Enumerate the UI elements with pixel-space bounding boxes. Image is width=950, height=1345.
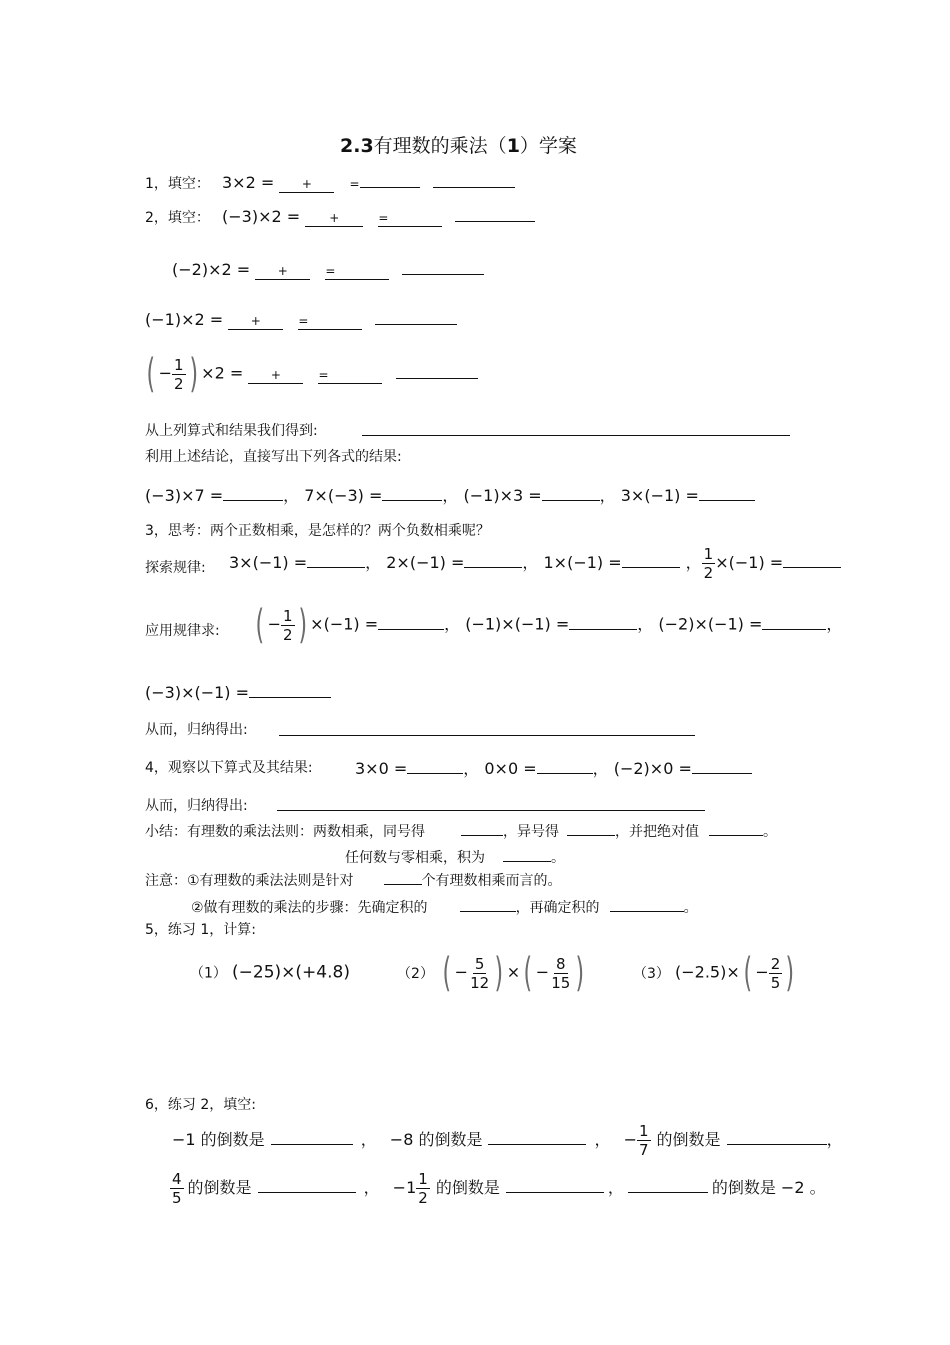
apply-row bbox=[252, 602, 843, 648]
q2-blank-3c[interactable] bbox=[375, 309, 457, 325]
direct-blank-a[interactable] bbox=[223, 485, 283, 501]
comma: ， bbox=[685, 553, 702, 572]
fraction-2-5 bbox=[769, 955, 783, 992]
fraction-1-2 bbox=[416, 1170, 430, 1207]
q6-row-1 bbox=[172, 1120, 843, 1160]
comma: ， bbox=[826, 1130, 843, 1149]
explore-blank-d[interactable] bbox=[783, 552, 841, 568]
fraction-half bbox=[281, 607, 295, 644]
minus-sign: − bbox=[267, 614, 282, 634]
direct-blank-b[interactable] bbox=[382, 485, 442, 501]
q2-row-4 bbox=[143, 351, 478, 397]
q1-eq: = bbox=[349, 177, 360, 191]
q2-e3: (−1)×2 = bbox=[145, 310, 224, 329]
numerator: 2 bbox=[770, 954, 781, 973]
comma: ， bbox=[594, 1130, 611, 1149]
plus-sign: + bbox=[301, 177, 312, 191]
comma: ， bbox=[363, 1178, 380, 1197]
explore-b: ， 2×(−1) = bbox=[365, 553, 465, 572]
q6-row-2 bbox=[170, 1170, 826, 1207]
q1-blank-1[interactable] bbox=[279, 177, 334, 193]
apply-c: ， (−2)×(−1) = bbox=[637, 614, 763, 634]
q6-c: 的倒数是 bbox=[656, 1130, 721, 1149]
use-conclusion-label: 利用上述结论，直接写出下列各式的结果: bbox=[145, 449, 402, 465]
note-blank-value[interactable] bbox=[610, 896, 684, 912]
summary-text-c: ，并把绝对值 bbox=[615, 824, 699, 840]
minus-sign: − bbox=[454, 962, 469, 982]
left-paren: ( bbox=[255, 602, 265, 648]
eq-sign: = bbox=[318, 367, 329, 382]
eq-sign: = bbox=[298, 314, 309, 328]
numerator: 1 bbox=[174, 355, 184, 374]
note-line-2 bbox=[191, 896, 698, 917]
q6-blank-a[interactable] bbox=[271, 1129, 353, 1145]
q4-blank-a[interactable] bbox=[407, 758, 463, 774]
comma: ， bbox=[360, 1130, 377, 1149]
q5-label: 5，练习 1，计算: bbox=[145, 922, 256, 938]
summary-text-a: 小结：有理数的乘法法则：两数相乘，同号得 bbox=[145, 824, 425, 840]
induce-label-2: 从而，归纳得出: bbox=[145, 798, 248, 814]
denominator: 2 bbox=[283, 625, 293, 644]
title-number: 2.3 bbox=[340, 135, 374, 157]
numerator: 1 bbox=[703, 545, 714, 563]
apply-blank-c[interactable] bbox=[762, 614, 826, 630]
q6-e: 的倒数是 bbox=[435, 1178, 500, 1197]
q4-label: 4，观察以下算式及其结果: bbox=[145, 760, 313, 776]
denominator: 5 bbox=[770, 973, 781, 992]
right-paren: ) bbox=[785, 950, 795, 996]
direct-c: ， (−1)×3 = bbox=[442, 486, 542, 505]
comma: ， bbox=[607, 1178, 624, 1197]
q6-label: 6，练习 2，填空: bbox=[145, 1097, 256, 1113]
summary-text-d: 。 bbox=[763, 824, 777, 840]
q6-blank-f[interactable] bbox=[628, 1177, 708, 1193]
denominator: 2 bbox=[418, 1189, 428, 1207]
summary-blank-abs[interactable] bbox=[709, 820, 763, 836]
mixed-whole: −1 bbox=[392, 1178, 417, 1197]
summary-text-b: ，异号得 bbox=[503, 824, 559, 840]
q2-e1: (−3)×2 = bbox=[222, 207, 301, 226]
q2-e2: (−2)×2 = bbox=[172, 260, 251, 279]
induce-answer-line-2[interactable] bbox=[277, 810, 705, 811]
title-index: 1 bbox=[506, 135, 520, 157]
eq-sign: = bbox=[378, 211, 389, 225]
note-text-b: 个有理数相乘而言的。 bbox=[421, 873, 562, 889]
apply-row-2 bbox=[145, 682, 331, 702]
q6-a: −1 的倒数是 bbox=[172, 1130, 265, 1149]
plus-sign: + bbox=[329, 211, 340, 225]
q6-f: 的倒数是 −2 。 bbox=[711, 1178, 826, 1197]
q2-blank-2c[interactable] bbox=[402, 259, 484, 275]
page-title bbox=[340, 131, 577, 158]
apply-d: (−3)×(−1) = bbox=[145, 683, 250, 702]
note-blank-sign[interactable] bbox=[460, 896, 516, 912]
period: 。 bbox=[683, 900, 698, 916]
explore-a: 3×(−1) = bbox=[229, 553, 308, 572]
eq-sign: = bbox=[325, 264, 336, 278]
comma: ， bbox=[826, 614, 843, 634]
q2-row-1 bbox=[222, 206, 535, 227]
q2-blank-4b[interactable] bbox=[318, 368, 382, 384]
left-paren: ( bbox=[743, 950, 752, 996]
fraction-4-5 bbox=[170, 1170, 184, 1207]
apply-label: 应用规律求: bbox=[145, 623, 220, 639]
apply-blank-b[interactable] bbox=[569, 614, 637, 630]
note-text-d: ，再确定积的 bbox=[515, 900, 600, 916]
q5-item-3-expr: (−2.5)× bbox=[675, 962, 740, 982]
denominator: 2 bbox=[703, 564, 714, 582]
q1-blank-3[interactable] bbox=[433, 172, 515, 188]
numerator: 4 bbox=[172, 1170, 182, 1188]
fraction-8-15 bbox=[549, 955, 572, 992]
direct-d: ， 3×(−1) = bbox=[599, 486, 699, 505]
fraction-1-7 bbox=[637, 1122, 651, 1159]
explore-d: ×(−1) = bbox=[715, 553, 784, 572]
q4-row bbox=[355, 756, 752, 779]
direct-row bbox=[145, 483, 755, 506]
q4-blank-c[interactable] bbox=[692, 758, 752, 774]
summary-line-1 bbox=[145, 820, 777, 841]
q4-a: 3×0 = bbox=[355, 759, 408, 778]
q6-blank-c[interactable] bbox=[727, 1129, 827, 1145]
numerator: 1 bbox=[418, 1170, 428, 1188]
q5-item-3-label: （3） bbox=[633, 965, 670, 982]
direct-blank-c[interactable] bbox=[542, 485, 600, 501]
note-text-a: 注意：①有理数的乘法法则是针对 bbox=[145, 873, 354, 889]
denominator: 7 bbox=[639, 1141, 649, 1159]
fraction-5-12 bbox=[468, 955, 491, 992]
times-sign: × bbox=[506, 962, 521, 982]
q3-label: 3，思考：两个正数相乘，是怎样的？两个负数相乘呢？ bbox=[145, 523, 490, 539]
title-tail: ）学案 bbox=[519, 135, 577, 157]
q4-c: ， (−2)×0 = bbox=[592, 759, 692, 778]
minus-sign: − bbox=[755, 962, 769, 982]
explore-label: 探索规律: bbox=[145, 560, 206, 576]
q4-blank-b[interactable] bbox=[537, 758, 593, 774]
q5-item-2-label: （2） bbox=[397, 965, 434, 982]
plus-sign: + bbox=[250, 314, 261, 328]
q2-row-3 bbox=[145, 309, 457, 330]
summary-line-2 bbox=[345, 846, 565, 867]
q2-e4-tail: ×2 = bbox=[201, 363, 244, 383]
denominator: 2 bbox=[174, 374, 184, 393]
minus-sign: − bbox=[623, 1130, 637, 1149]
q5-item-1-expr: (−25)×(+4.8) bbox=[232, 962, 350, 983]
explore-row bbox=[229, 545, 841, 582]
summary-blank-diff-sign[interactable] bbox=[567, 820, 615, 836]
explore-c: ， 1×(−1) = bbox=[522, 553, 622, 572]
fraction-half bbox=[172, 356, 186, 393]
direct-a: (−3)×7 = bbox=[145, 486, 224, 505]
q2-label: 2，填空： bbox=[145, 210, 210, 226]
denominator: 12 bbox=[470, 973, 490, 992]
left-paren: ( bbox=[146, 351, 156, 397]
plus-sign: + bbox=[270, 367, 281, 382]
summary-zero-text: 任何数与零相乘，积为 bbox=[345, 850, 485, 866]
denominator: 15 bbox=[551, 973, 571, 992]
minus-sign: − bbox=[158, 363, 173, 383]
q2-blank-1a[interactable] bbox=[305, 211, 363, 227]
q1-expression bbox=[222, 172, 515, 193]
q2-row-2 bbox=[172, 259, 484, 280]
direct-blank-d[interactable] bbox=[699, 485, 755, 501]
explore-blank-a[interactable] bbox=[307, 552, 365, 568]
fraction-half bbox=[702, 545, 716, 582]
explore-blank-b[interactable] bbox=[464, 552, 522, 568]
q6-blank-b[interactable] bbox=[488, 1129, 586, 1145]
note-line-1 bbox=[145, 869, 562, 890]
right-paren: ) bbox=[189, 351, 198, 397]
right-paren: ) bbox=[298, 602, 307, 648]
q2-blank-2a[interactable] bbox=[255, 264, 310, 280]
q1-label: 1，填空： bbox=[145, 176, 210, 192]
q2-blank-3a[interactable] bbox=[228, 314, 283, 330]
q2-blank-2b[interactable] bbox=[325, 264, 389, 280]
summary-blank-zero[interactable] bbox=[503, 846, 551, 862]
left-paren: ( bbox=[442, 950, 452, 996]
q1-expr: 3×2 = bbox=[222, 173, 275, 192]
minus-sign: − bbox=[535, 962, 550, 982]
apply-a: ×(−1) = bbox=[310, 614, 379, 634]
right-paren: ) bbox=[494, 950, 504, 996]
period: 。 bbox=[551, 850, 565, 866]
note-text-c: ②做有理数的乘法的步骤：先确定积的 bbox=[191, 900, 428, 916]
q1-blank-2[interactable] bbox=[360, 172, 420, 188]
plus-sign: + bbox=[277, 264, 288, 278]
induce-answer-line-1[interactable] bbox=[279, 735, 695, 736]
note-blank-count[interactable] bbox=[384, 869, 422, 885]
q2-blank-1b[interactable] bbox=[378, 211, 442, 227]
q2-blank-4c[interactable] bbox=[396, 363, 478, 379]
q6-b: −8 的倒数是 bbox=[389, 1130, 483, 1149]
q6-d: 的倒数是 bbox=[187, 1178, 252, 1197]
apply-blank-d[interactable] bbox=[249, 682, 331, 698]
numerator: 5 bbox=[474, 954, 485, 973]
q6-blank-e[interactable] bbox=[506, 1177, 604, 1193]
direct-b: ， 7×(−3) = bbox=[283, 486, 383, 505]
explore-blank-c[interactable] bbox=[622, 552, 680, 568]
numerator: 1 bbox=[283, 606, 293, 625]
q4-b: ， 0×0 = bbox=[463, 759, 537, 778]
denominator: 5 bbox=[172, 1189, 182, 1207]
q2-blank-1c[interactable] bbox=[455, 206, 535, 222]
q2-blank-4a[interactable] bbox=[248, 368, 303, 384]
induce-label-1: 从而，归纳得出: bbox=[145, 722, 248, 738]
left-paren: ( bbox=[523, 950, 533, 996]
q5-row bbox=[190, 950, 798, 996]
summary-blank-same-sign[interactable] bbox=[461, 820, 503, 836]
apply-blank-a[interactable] bbox=[378, 614, 444, 630]
q6-blank-d[interactable] bbox=[258, 1177, 356, 1193]
numerator: 8 bbox=[555, 954, 566, 973]
numerator: 1 bbox=[639, 1122, 649, 1140]
q5-item-1-label: （1） bbox=[190, 965, 227, 982]
conclude-answer-line[interactable] bbox=[362, 435, 790, 436]
right-paren: ) bbox=[575, 950, 585, 996]
conclude-label: 从上列算式和结果我们得到: bbox=[145, 423, 318, 439]
q2-blank-3b[interactable] bbox=[298, 314, 362, 330]
title-text: 有理数的乘法（ bbox=[373, 135, 507, 157]
apply-b: ， (−1)×(−1) = bbox=[444, 614, 570, 634]
